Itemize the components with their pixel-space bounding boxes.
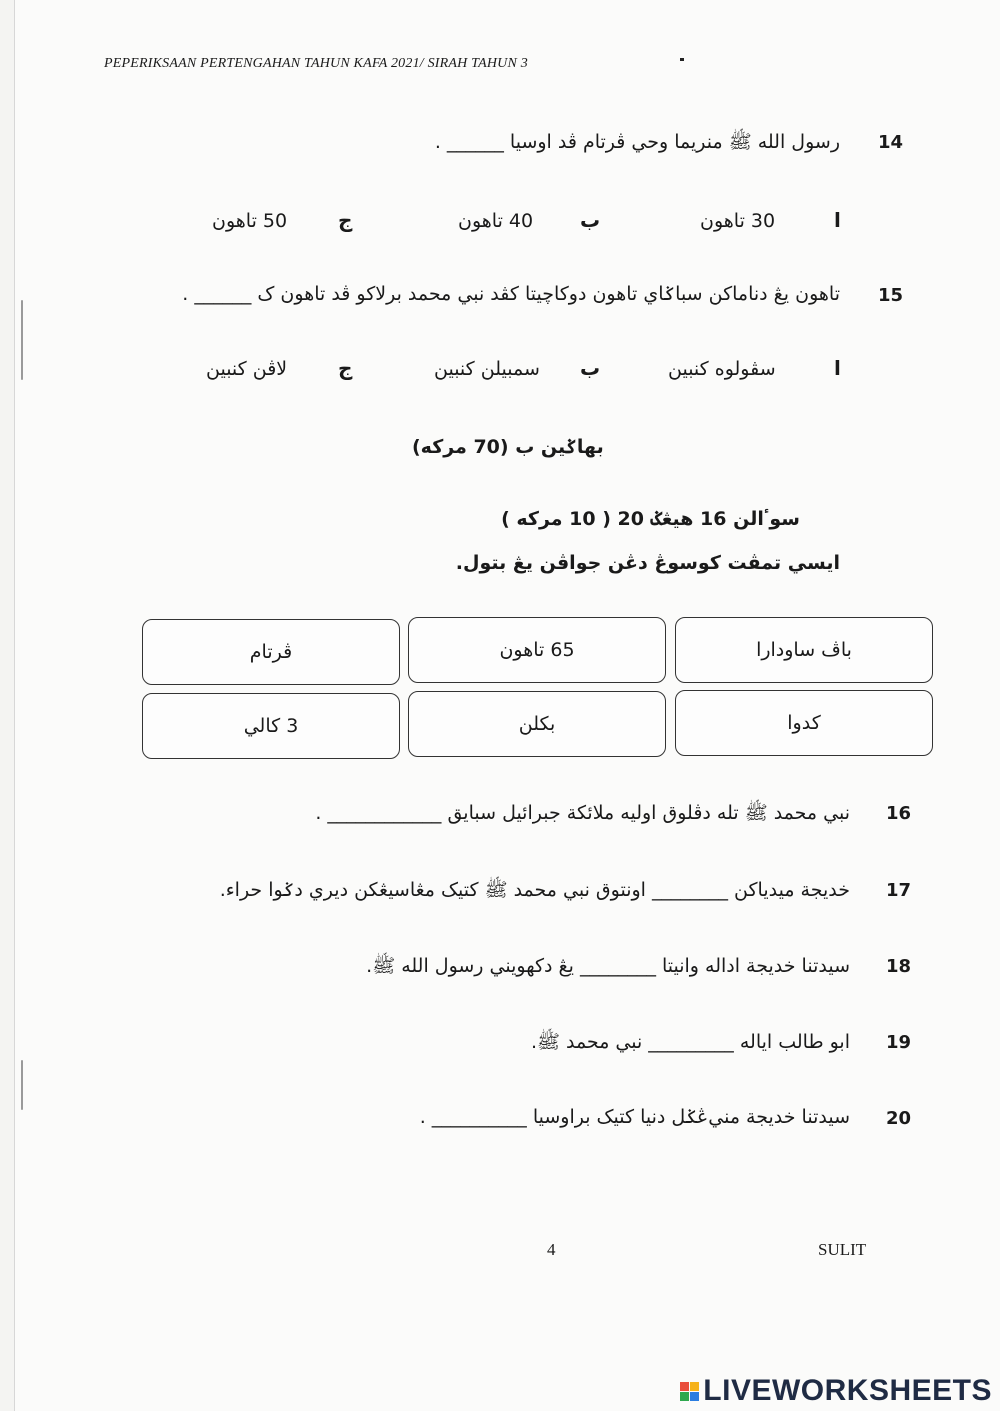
option-text: 50 تاهون: [212, 210, 288, 232]
option-letter: ا: [834, 356, 841, 380]
logo-square: [680, 1392, 689, 1401]
word-bank-box: باڤ ساودارا: [675, 617, 933, 683]
page-number: 4: [547, 1240, 556, 1259]
speck: [680, 58, 684, 61]
word-bank-box: 3 کالي: [142, 693, 400, 759]
word-bank-box: بکلن: [408, 691, 666, 757]
section-instruction: ايسي تمڤت کوسوڠ دڠن جواڤن يڠ بتول.: [455, 552, 840, 574]
paper-crease: [21, 300, 23, 380]
question-number: 20: [886, 1108, 912, 1129]
question-number: 15: [878, 285, 904, 306]
question-number: 14: [878, 132, 904, 153]
logo-square: [690, 1392, 699, 1401]
liveworksheets-logo-icon: [680, 1382, 699, 1401]
question-number: 19: [886, 1032, 912, 1053]
exam-header: PEPERIKSAAN PERTENGAHAN TAHUN KAFA 2021/ SIRAH TAHUN 3: [104, 56, 528, 71]
question-text: سيدتنا خديجة مني‌ڠݢل دنيا کتيک براوسيا __________ .: [419, 1106, 850, 1128]
question-text: خديجة ميدياکن ________ اونتوق نبي محمد ﷺ کتيک مڠاسيڠکن ديري دݢوا حراء.: [219, 879, 850, 901]
option-letter: ب: [580, 356, 601, 380]
option-letter: ا: [834, 208, 841, 232]
question-text: سيدتنا خديجة اداله وانيتا ________ يڠ دکهويني رسول الله ﷺ.: [366, 955, 850, 977]
section-subtitle: سوٴالن 16 هيڠݢ 20 ( 10 مرکه ): [501, 508, 800, 530]
paper-crease: [21, 1060, 23, 1110]
option-letter: ب: [580, 208, 601, 232]
brand-name: LIVEWORKSHEETS: [703, 1374, 992, 1407]
logo-square: [680, 1382, 689, 1391]
question-number: 16: [886, 803, 912, 824]
option-text: 30 تاهون: [700, 210, 776, 232]
question-number: 17: [886, 880, 912, 901]
question-text: تاهون يڠ دناماکن سباݢاي تاهون دوکاچيتا کڤد نبي محمد برلاکو ڤد تاهون ک ______ .: [182, 283, 840, 305]
option-letter: ج: [338, 208, 353, 232]
word-bank-box: 65 تاهون: [408, 617, 666, 683]
question-number: 18: [886, 956, 912, 977]
classification-mark: SULIT: [818, 1240, 867, 1259]
option-letter: ج: [338, 356, 353, 380]
question-text: نبي محمد ﷺ تله دڤلوق اوليه ملائکة جبرائيل سبايق ____________ .: [315, 802, 850, 824]
option-text: سمبيلن کنبين: [434, 358, 540, 380]
word-bank-box: ڤرتام: [142, 619, 400, 685]
question-text: رسول الله ﷺ منريما وحي ڤرتام ڤد اوسيا ______ .: [434, 131, 840, 153]
option-text: 40 تاهون: [458, 210, 534, 232]
option-text: لاڤن کنبين: [206, 358, 288, 380]
question-text: ابو طالب اياله _________ نبي محمد ﷺ.: [530, 1031, 850, 1053]
option-text: سڤولوه کنبين: [668, 358, 776, 380]
section-title: بهاݢين ب (70 مرکه): [412, 436, 604, 458]
logo-square: [690, 1382, 699, 1391]
word-bank-box: کدوا: [675, 690, 933, 756]
liveworksheets-brand[interactable]: [680, 1374, 992, 1408]
